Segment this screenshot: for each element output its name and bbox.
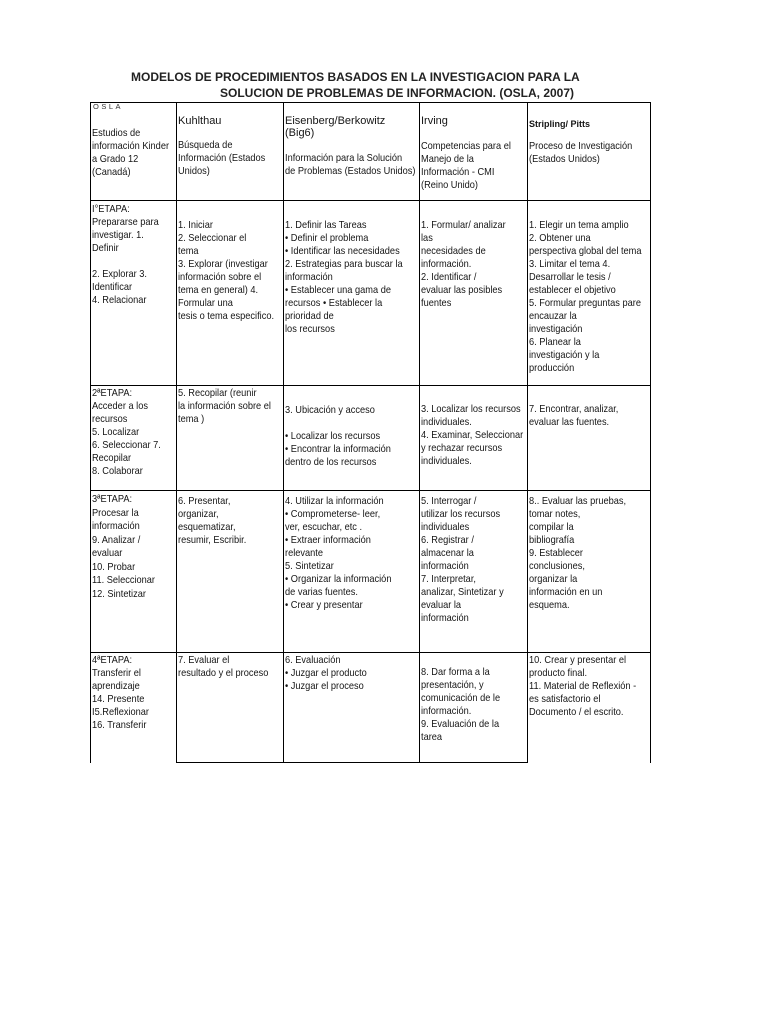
stage-2-stripling-text: 7. Encontrar, analizar, evaluar las fuentes. <box>529 403 619 428</box>
table-gridline <box>650 102 651 763</box>
stage-2-eisenberg-text: 3. Ubicación y acceso • Localizar los recursos • Encontrar la información dentro de los recursos <box>285 404 391 468</box>
stage-4-stripling-cell <box>527 652 650 762</box>
document-title-line-1: MODELOS DE PROCEDIMIENTOS BASADOS EN LA INVESTIGACION PARA LA <box>131 70 580 84</box>
eisenberg-berkowitz-description: Información para la Solución de Problemas (Estados Unidos) <box>285 152 416 177</box>
stage-3-irving-cell <box>419 490 527 652</box>
stage-1-irving-cell <box>419 200 527 385</box>
stripling-pitts-description: Proceso de Investigación (Estados Unidos) <box>529 140 633 165</box>
stage-1-stripling-cell <box>527 200 650 385</box>
stage-1-eisenberg-text: 1. Definir las Tareas • Definir el problema • Identificar las necesidades 2. Estrategias para buscar la información • Establecer una gama de recursos • Establecer la prioridad de los recursos <box>285 219 403 335</box>
irving-description: Competencias para el Manejo de la Información - CMI (Reino Unido) <box>421 140 511 191</box>
stage-3-irving-text: 5. Interrogar / utilizar los recursos individuales 6. Registrar / almacenar la información 7. Interpretar, analizar, Sintetizar y evaluar la información <box>421 495 504 624</box>
stage-1-osla-text: I°ETAPA: Prepararse para investigar. 1. Definir 2. Explorar 3. Identificar 4. Relacionar <box>92 203 159 306</box>
stage-2-stripling-cell <box>527 385 650 490</box>
header-cell-eisenberg-berkowitz <box>283 102 419 200</box>
stage-4-irving-cell <box>419 652 527 762</box>
stage-4-osla-cell <box>90 652 176 762</box>
stage-3-eisenberg-cell <box>283 490 419 652</box>
stage-2-irving-cell <box>419 385 527 490</box>
osla-description: Estudios de información Kinder a Grado 12 (Canadá) <box>92 127 170 178</box>
stage-4-kuhlthau-cell <box>176 652 283 762</box>
stage-1-kuhlthau-cell <box>176 200 283 385</box>
stage-3-osla-cell <box>90 490 176 652</box>
stage-1-stripling-text: 1. Elegir un tema amplio 2. Obtener una perspectiva global del tema 3. Limitar el tema 4. Desarrollar le tesis / establecer el objetivo 5. Formular preguntas pare encauzar la investigación 6. Planear la investigación y la producción <box>529 219 642 374</box>
eisenberg-berkowitz-name: Eisenberg/Berkowitz (Big6) <box>285 115 386 139</box>
stage-1-osla-cell <box>90 200 176 385</box>
stage-3-kuhlthau-text: 6. Presentar, organizar, esquematizar, resumir, Escribir. <box>178 495 247 546</box>
kuhlthau-name: Kuhlthau <box>178 115 222 127</box>
stage-4-eisenberg-cell <box>283 652 419 762</box>
stage-4-kuhlthau-text: 7. Evaluar el resultado y el proceso <box>178 654 269 679</box>
kuhlthau-description: Búsqueda de Información (Estados Unidos) <box>178 139 266 177</box>
stage-3-osla-text: 3ªETAPA: Procesar la información 9. Analizar / evaluar 10. Probar 11. Seleccionar 12. Sintetizar <box>92 493 156 600</box>
header-cell-osla <box>90 102 176 200</box>
stage-4-stripling-text: 10. Crear y presentar el producto final. 11. Material de Reflexión - es satisfactorio el Documento / el escrito. <box>529 654 637 718</box>
stage-4-osla-text: 4ªETAPA: Transferir el aprendizaje 14. Presente I5.Reflexionar 16. Transferir <box>92 654 150 731</box>
stage-3-stripling-cell <box>527 490 650 652</box>
stage-1-kuhlthau-text: 1. Iniciar 2. Seleccionar el tema 3. Explorar (investigar información sobre el tema en general) 4. Formular una tesis o tema especifico. <box>178 219 275 322</box>
stage-3-stripling-text: 8.. Evaluar las pruebas, tomar notes, compilar la bibliografía 9. Establecer conclusiones, organizar la información en un esquema. <box>529 495 627 611</box>
stage-2-irving-text: 3. Localizar los recursos individuales. 4. Examinar, Seleccionar y rechazar recursos individuales. <box>421 403 524 467</box>
table-gridline <box>176 762 528 763</box>
stage-2-kuhlthau-cell <box>176 385 283 490</box>
stage-1-eisenberg-cell <box>283 200 419 385</box>
header-cell-kuhlthau <box>176 102 283 200</box>
stage-2-osla-text: 2ªETAPA: Acceder a los recursos 5. Localizar 6. Seleccionar 7. Recopilar 8. Colaborar <box>92 387 161 477</box>
stage-1-irving-text: 1. Formular/ analizar las necesidades de información. 2. Identificar / evaluar las posibles fuentes <box>421 219 506 309</box>
stripling-pitts-name: Stripling/ Pitts <box>529 119 591 129</box>
stage-4-eisenberg-text: 6. Evaluación • Juzgar el producto • Juzgar el proceso <box>285 654 367 692</box>
stage-2-kuhlthau-text: 5. Recopilar (reunir la información sobre el tema ) <box>178 387 271 425</box>
stage-4-irving-text: 8. Dar forma a la presentación, y comunicación de le información. 9. Evaluación de la tarea <box>421 666 501 743</box>
stage-3-kuhlthau-cell <box>176 490 283 652</box>
header-cell-stripling-pitts <box>527 102 650 200</box>
irving-name: Irving <box>421 115 448 127</box>
stage-2-eisenberg-cell <box>283 385 419 490</box>
stage-3-eisenberg-text: 4. Utilizar la información • Comprometerse- leer, ver, escuchar, etc . • Extraer información relevante 5. Sintetizar • Organizar la información de varias fuentes. • Crear y presentar <box>285 495 392 611</box>
document-title-line-2: SOLUCION DE PROBLEMAS DE INFORMACION. (OSLA, 2007) <box>220 86 575 100</box>
header-cell-irving <box>419 102 527 200</box>
osla-name: OSLA <box>93 102 124 111</box>
stage-2-osla-cell <box>90 385 176 490</box>
